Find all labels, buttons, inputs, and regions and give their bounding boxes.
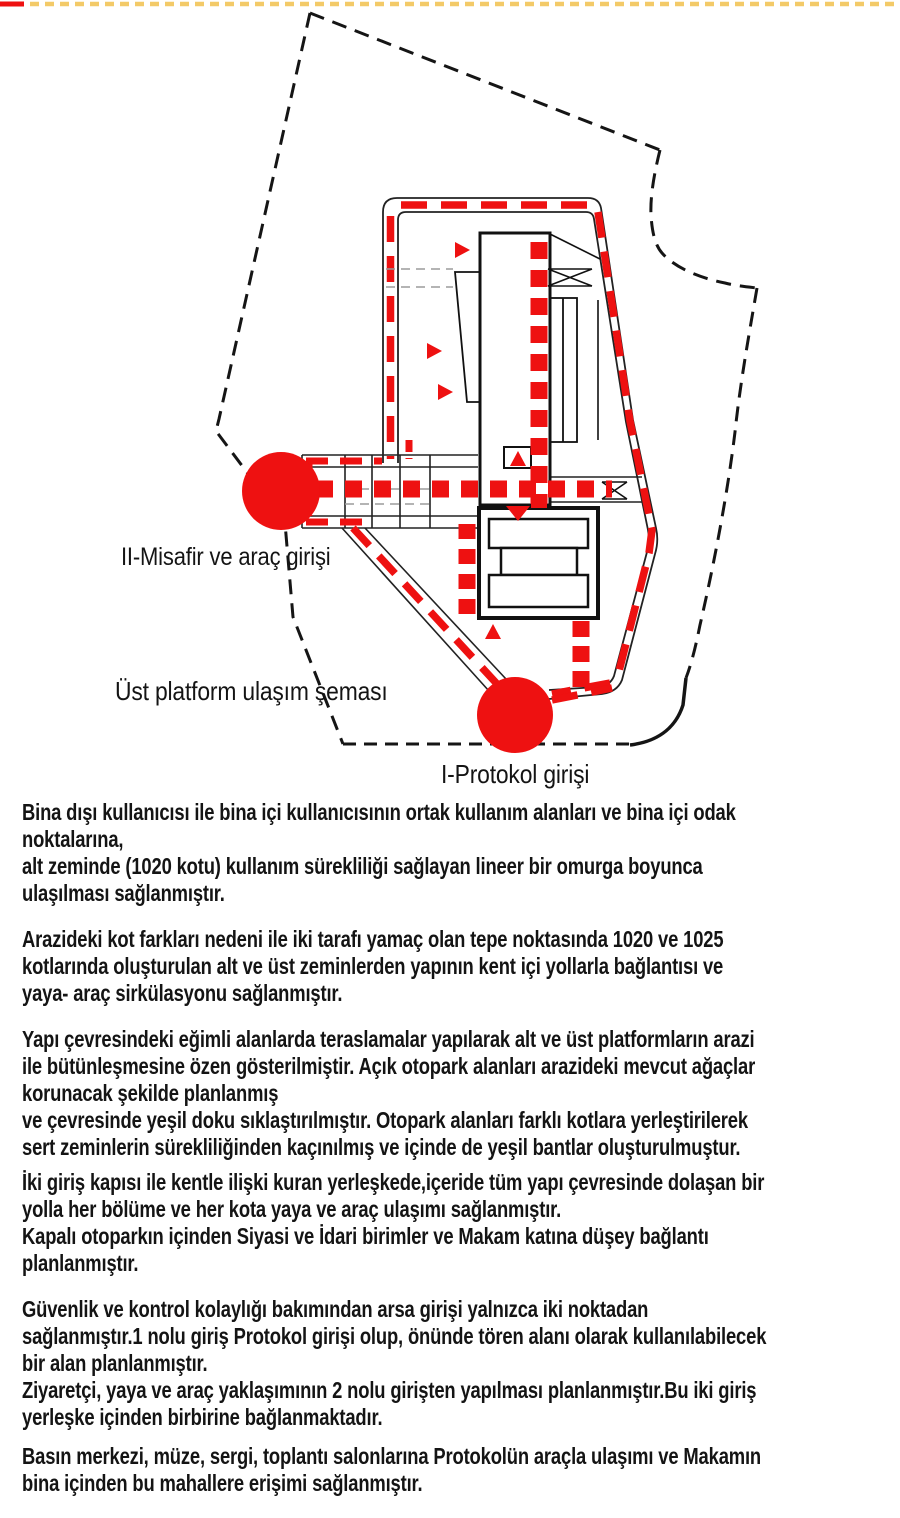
text-line: Yapı çevresindeki eğimli alanlarda teraslamalar yapılarak alt ve üst platformların arazi — [22, 1026, 755, 1052]
text-line: alt zeminde (1020 kotu) kullanım sürekliliği sağlayan lineer bir omurga boyunca — [22, 853, 703, 879]
boundary-corner-curve — [630, 678, 686, 745]
text-line: İki giriş kapısı ile kentle ilişki kuran yerleşkede,içeride tüm yapı çevresinde dolaşan bir — [22, 1169, 765, 1195]
paragraph-4 — [22, 1169, 872, 1277]
text-line: planlanmıştır. — [22, 1250, 139, 1276]
text-line: noktalarına, — [22, 826, 124, 852]
entrance-1-marker — [477, 677, 553, 753]
scheme-title: Üst platform ulaşım şeması — [115, 676, 388, 706]
entrance-1-label: I-Protokol girişi — [441, 759, 590, 789]
text-line: ulaşılması sağlanmıştır. — [22, 880, 225, 906]
entrance-2-marker — [242, 452, 320, 530]
text-line: bir alan planlanmıştır. — [22, 1350, 208, 1376]
text-line: yaya- araç sirkülasyonu sağlanmıştır. — [22, 980, 343, 1006]
arrow-up-icon — [485, 624, 501, 639]
arrow-right-icon — [455, 242, 470, 258]
text-line: Basın merkezi, müze, sergi, toplantı salonlarına Protokolün araçla ulaşımı ve Makamın — [22, 1443, 762, 1469]
text-line: kotlarında oluşturulan alt ve üst zeminlerden yapının kent içi yollarla bağlantısı ve — [22, 953, 724, 979]
gray-dashed-lines — [345, 269, 453, 504]
text-line: Kapalı otoparkın içinden Siyasi ve İdari birimler ve Makam katına düşey bağlantı — [22, 1223, 709, 1249]
paragraph-1 — [22, 799, 872, 907]
entrance-2-label: II-Misafir ve araç girişi — [121, 543, 331, 571]
auditorium-block — [455, 272, 480, 402]
paragraph-6 — [22, 1443, 872, 1497]
paragraph-3 — [22, 1026, 872, 1161]
text-line: yerleşke içinden birbirine bağlanmaktadır. — [22, 1404, 383, 1430]
text-line: Bina dışı kullanıcısı ile bina içi kullanıcısının ortak kullanım alanları ve bina içi odak — [22, 799, 736, 825]
text-line: korunacak şekilde planlanmış — [22, 1080, 279, 1106]
text-line: bina içinden bu mahallere erişimi sağlanmıştır. — [22, 1470, 423, 1496]
text-line: Arazideki kot farkları nedeni ile iki tarafı yamaç olan tepe noktasında 1020 ve 1025 — [22, 926, 724, 952]
buildings — [455, 233, 600, 618]
paragraph-2 — [22, 926, 872, 1007]
paragraph-5 — [22, 1296, 872, 1431]
text-line: Ziyaretçi, yaya ve araç yaklaşımının 2 nolu girişten yapılması planlanmıştır.Bu iki giriş — [22, 1377, 757, 1403]
spine-joint — [531, 499, 547, 508]
arrow-right-icon — [438, 384, 453, 400]
text-line: sert zeminlerin sürekliliğinden kaçınılmış ve içinde de yeşil bantlar oluşturulmuştur. — [22, 1134, 741, 1160]
arrow-right-icon — [427, 343, 442, 359]
text-line: sağlanmıştır.1 nolu giriş Protokol girişi olup, önünde tören alanı olarak kullanılabilecek — [22, 1323, 767, 1349]
text-line: ile bütünleşmesine özen gösterilmiştir. Açık otopark alanları arazideki mevcut ağaçlar — [22, 1053, 756, 1079]
text-line: yolla her bölüme ve her kota yaya ve araç ulaşımı sağlanmıştır. — [22, 1196, 562, 1222]
text-line: Güvenlik ve kontrol kolaylığı bakımından arsa girişi yalnızca iki noktadan — [22, 1296, 649, 1322]
text-line: ve çevresinde yeşil doku sıklaştırılmıştır. Otopark alanları farklı kotlara yerleştirilerek — [22, 1107, 748, 1133]
